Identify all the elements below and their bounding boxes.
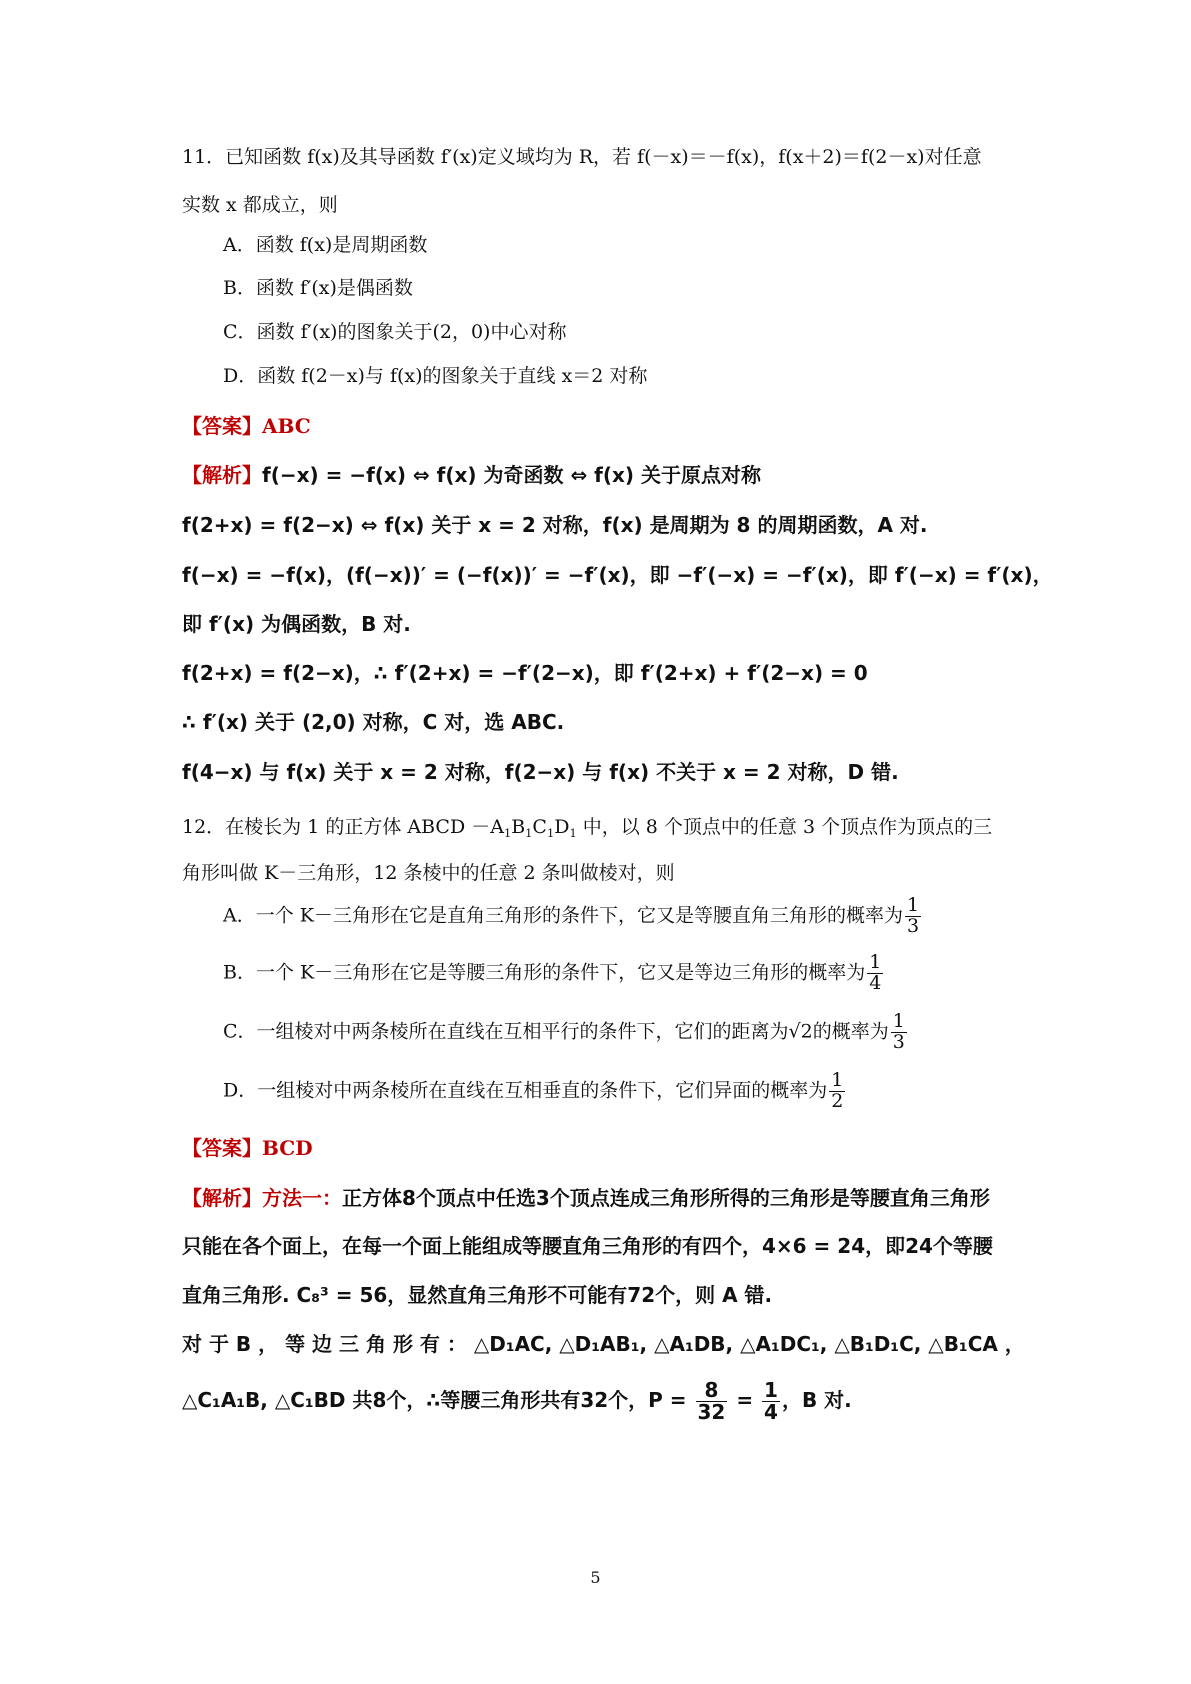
answer-label: 【答案】 [182, 1136, 262, 1160]
q11-analysis-line5: f(2+x) = f(2−x)，∴ f′(2+x) = −f′(2−x)，即 f′(2+x) + f′(2−x) = 0 [182, 661, 868, 685]
q12-analysis-line5 [182, 1380, 852, 1423]
numerator: 1 [831, 1069, 844, 1091]
q12-option-c-text: C．一组棱对中两条棱所在直线在互相平行的条件下，它们的距离为 [223, 1020, 789, 1043]
fraction [891, 1012, 907, 1053]
denominator: 3 [892, 1030, 905, 1053]
q12-option-d-text: D．一组棱对中两条棱所在直线在互相垂直的条件下，它们异面的概率为 [223, 1079, 828, 1102]
q11-analysis-line6: ∴ f′(x) 关于 (2,0) 对称，C 对，选 ABC. [182, 710, 565, 734]
q12-stem-end: 中，以 8 个顶点中的任意 3 个顶点作为顶点的三 [582, 816, 993, 838]
q12-answer [182, 1132, 313, 1161]
numerator: 1 [892, 1010, 905, 1032]
q12-analysis-line4: 对 于 B ， 等 边 三 角 形 有 ： △D₁AC, △D₁AB₁, △A₁DB, △A₁DC₁, △B₁D₁C, △B₁CA ， [182, 1332, 1025, 1356]
denominator: 2 [831, 1089, 844, 1112]
denominator: 3 [906, 914, 920, 937]
analysis-text: 正方体8个顶点中任选3个顶点连成三角形所得的三角形是等腰直角三角形 [342, 1186, 990, 1210]
analysis-text: △C₁A₁B, △C₁BD 共8个，∴等腰三角形共有32个，P = [182, 1388, 687, 1412]
denominator: 32 [697, 1400, 726, 1424]
fraction [762, 1380, 780, 1423]
q12-analysis-line1 [182, 1182, 990, 1211]
fraction [696, 1380, 728, 1423]
equals-sign: = [736, 1388, 754, 1412]
fraction [829, 1071, 845, 1112]
analysis-text-end: ，B 对. [781, 1388, 852, 1412]
q11-stem-line1: 11．已知函数 f(x)及其导函数 f′(x)定义域均为 R，若 f(－x)＝－f(x)，f(x＋2)＝f(2－x)对任意 [182, 146, 982, 168]
analysis-label: 【解析】 [182, 1186, 262, 1210]
q11-option-d: D．函数 f(2－x)与 f(x)的图象关于直线 x＝2 对称 [223, 365, 648, 387]
fraction [905, 896, 921, 937]
numerator: 1 [906, 894, 920, 916]
numerator: 1 [764, 1378, 778, 1402]
q12-analysis-line3: 直角三角形. C₈³ = 56，显然直角三角形不可能有72个，则 A 错. [182, 1283, 773, 1307]
q11-answer [182, 410, 311, 439]
q11-option-c: C．函数 f′(x)的图象关于(2，0)中心对称 [223, 321, 567, 343]
q11-stem-line2: 实数 x 都成立，则 [182, 194, 338, 216]
q11-analysis-line4: 即 f′(x) 为偶函数，B 对. [182, 612, 411, 636]
q12-option-b [223, 953, 885, 994]
q12-option-a [223, 896, 923, 937]
q12-option-d [223, 1071, 847, 1112]
answer-value: BCD [262, 1136, 313, 1160]
q12-option-a-text: A．一个 K－三角形在它是直角三角形的条件下，它又是等腰直角三角形的概率为 [223, 904, 903, 927]
q12-option-c [223, 1012, 909, 1053]
answer-label: 【答案】 [182, 414, 262, 438]
answer-value: ABC [262, 414, 311, 438]
q12-stem-start: 12．在棱长为 1 的正方体 ABCD －A [182, 816, 504, 838]
method-label: 方法一： [262, 1186, 342, 1210]
q12-analysis-line2: 只能在各个面上，在每一个面上能组成等腰直角三角形的有四个，4×6 = 24，即24个等腰 [182, 1234, 993, 1258]
q11-analysis-line1 [182, 459, 761, 488]
q11-analysis-line2: f(2+x) = f(2−x) ⇔ f(x) 关于 x = 2 对称，f(x) 是周期为 8 的周期函数，A 对. [182, 513, 928, 537]
q12-stem-line2: 角形叫做 K－三角形，12 条棱中的任意 2 条叫做棱对，则 [182, 862, 675, 884]
numerator: 1 [869, 951, 882, 973]
analysis-label: 【解析】 [182, 463, 262, 487]
denominator: 4 [764, 1400, 778, 1424]
fraction [867, 953, 883, 994]
q11-analysis-line7: f(4−x) 与 f(x) 关于 x = 2 对称，f(2−x) 与 f(x) 不关于 x = 2 对称，D 错. [182, 760, 899, 784]
q11-option-b: B．函数 f′(x)是偶函数 [223, 277, 413, 299]
q11-analysis-line3: f(−x) = −f(x)，(f(−x))′ = (−f(x))′ = −f′(x)，即 −f′(−x) = −f′(x)，即 f′(−x) = f′(x)， [182, 563, 1053, 587]
denominator: 4 [869, 971, 882, 994]
q11-option-a: A．函数 f(x)是周期函数 [223, 234, 428, 256]
q12-option-b-text: B．一个 K－三角形在它是等腰三角形的条件下，它又是等边三角形的概率为 [223, 961, 866, 984]
q12-option-c-text-end: 的概率为 [812, 1020, 889, 1043]
q12-stem-line1: 12．在棱长为 1 的正方体 ABCD $-A_1B_1C_1D_1$ 中，以 8 个顶点中的任意 3 个顶点作为顶点的三 [182, 816, 993, 840]
sqrt-two: √2 [788, 1020, 813, 1043]
numerator: 8 [696, 1380, 728, 1402]
page-number: 5 [590, 1568, 601, 1587]
analysis-text: f(−x) = −f(x) ⇔ f(x) 为奇函数 ⇔ f(x) 关于原点对称 [262, 463, 762, 487]
